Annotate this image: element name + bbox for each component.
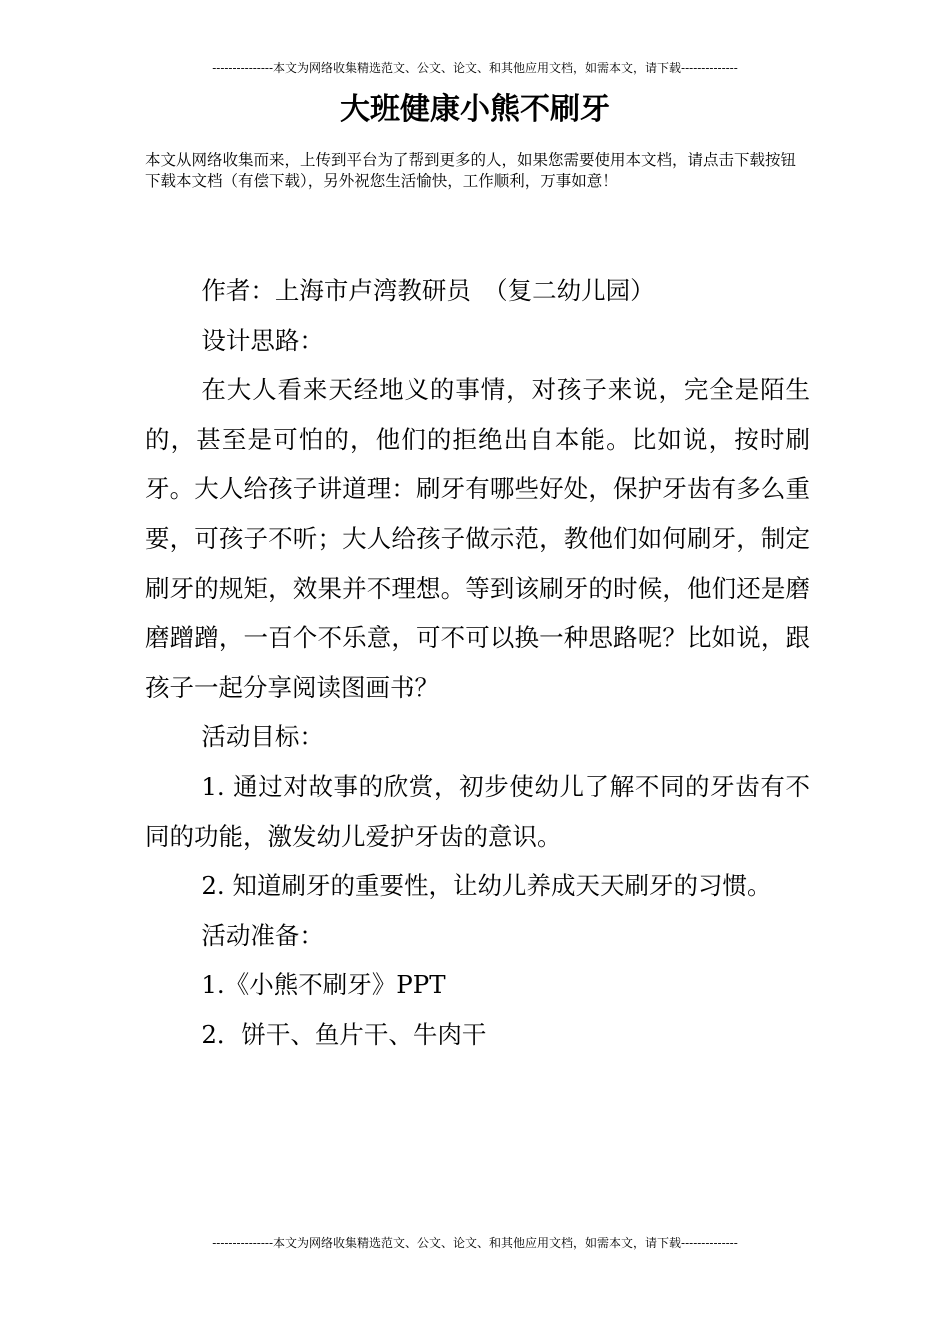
document-body: [145, 266, 810, 1060]
author-line: 作者：上海市卢湾教研员 （复二幼儿园）: [201, 276, 655, 305]
section-heading-design: 设计思路：: [201, 325, 324, 355]
preparation-item: 2．饼干、鱼片干、牛肉干: [201, 1019, 487, 1049]
header-banner: ---------------本文为网络收集精选范文、公文、论文、和其他应用文档，如需本文，请下载--------------: [212, 61, 738, 75]
intro-text: 本文从网络收集而来，上传到平台为了帮到更多的人，如果您需要使用本文档，请点击下载按钮下载本文档（有偿下载），另外祝您生活愉快，工作顺利，万事如意！: [145, 151, 797, 190]
preparation-item: 1.《小熊不刷牙》PPT: [201, 970, 446, 1000]
body-paragraph: 在大人看来天经地义的事情，对孩子来说，完全是陌生的，甚至是可怕的，他们的拒绝出自本能。比如说，按时刷牙。大人给孩子讲道理：刷牙有哪些好处，保护牙齿有多么重要，可孩子不听；大人给孩子做示范，教他们如何刷牙，制定刷牙的规矩，效果并不理想。等到该刷牙的时候，他们还是磨磨蹭蹭，一百个不乐意，可不可以换一种思路呢？比如说，跟孩子一起分享阅读图画书？: [145, 375, 810, 702]
document-title: 大班健康小熊不刷牙: [340, 92, 610, 127]
goal-item: 2. 知道刷牙的重要性，让幼儿养成天天刷牙的习惯。: [201, 871, 772, 901]
section-heading-goals: 活动目标：: [201, 722, 324, 752]
section-heading-preparation: 活动准备：: [201, 920, 324, 950]
footer-banner: ---------------本文为网络收集精选范文、公文、论文、和其他应用文档，如需本文，请下载--------------: [212, 1236, 738, 1250]
goal-item: 1. 通过对故事的欣赏，初步使幼儿了解不同的牙齿有不同的功能，激发幼儿爱护牙齿的意识。: [145, 771, 810, 851]
